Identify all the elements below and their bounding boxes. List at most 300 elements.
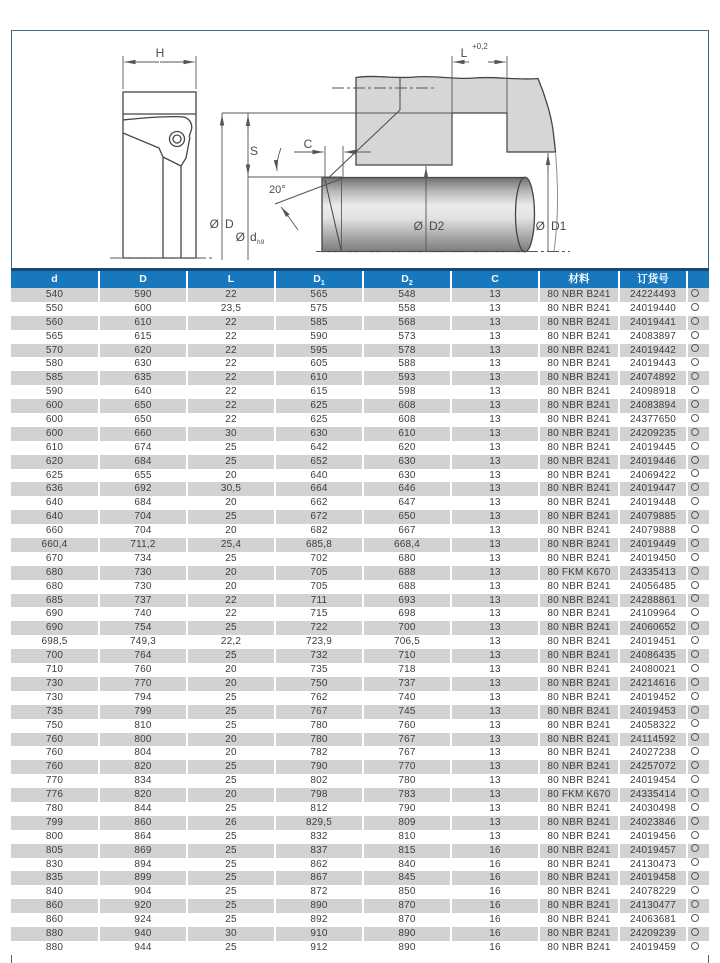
- table-cell: 760: [11, 760, 100, 774]
- table-row: [11, 538, 709, 552]
- table-cell: 13: [452, 399, 540, 413]
- table-cell: 595: [276, 344, 364, 358]
- circle-outline-icon[interactable]: [691, 664, 699, 672]
- table-cell: 20: [188, 677, 276, 691]
- table-cell: 22: [188, 288, 276, 302]
- circle-outline-icon[interactable]: [691, 594, 699, 602]
- table-cell: 80 NBR B241: [540, 441, 620, 455]
- table-cell: 24114592: [620, 733, 688, 747]
- circle-outline-icon[interactable]: [691, 567, 699, 575]
- circle-outline-icon[interactable]: [691, 650, 699, 658]
- table-cell: 24019448: [620, 496, 688, 510]
- table-cell: 22: [188, 371, 276, 385]
- circle-outline-icon[interactable]: [691, 831, 699, 839]
- table-cell: 80 NBR B241: [540, 357, 620, 371]
- table-cell: 80 NBR B241: [540, 580, 620, 594]
- table-cell: 26: [188, 816, 276, 830]
- table-cell: 800: [100, 733, 188, 747]
- table-cell: 550: [11, 302, 100, 316]
- table-cell: 820: [100, 788, 188, 802]
- table-cell: 24109964: [620, 607, 688, 621]
- table-cell: 745: [364, 705, 452, 719]
- table-cell: 24019450: [620, 552, 688, 566]
- table-cell: 593: [364, 371, 452, 385]
- table-cell: 690: [11, 621, 100, 635]
- circle-outline-icon[interactable]: [691, 483, 699, 491]
- dim-d-inner-sub: h9: [257, 239, 265, 246]
- circle-outline-icon[interactable]: [691, 678, 699, 686]
- table-cell: 625: [11, 469, 100, 483]
- circle-outline-icon[interactable]: [691, 331, 699, 339]
- column-header: C: [452, 271, 540, 288]
- table-row: [11, 344, 709, 358]
- table-cell: 24098918: [620, 385, 688, 399]
- circle-outline-icon[interactable]: [691, 789, 699, 797]
- row-select-cell: [688, 580, 709, 594]
- table-row: [11, 913, 709, 927]
- table-cell: 688: [364, 566, 452, 580]
- table-cell: 24130473: [620, 858, 688, 872]
- row-select-cell: [688, 510, 709, 524]
- table-row: [11, 746, 709, 760]
- table-cell: 680: [11, 566, 100, 580]
- circle-outline-icon[interactable]: [691, 581, 699, 589]
- table-cell: 647: [364, 496, 452, 510]
- column-header: $D_2$: [364, 271, 452, 288]
- table-cell: 924: [100, 913, 188, 927]
- table-cell: 723,9: [276, 635, 364, 649]
- table-cell: 80 NBR B241: [540, 427, 620, 441]
- table-cell: 705: [276, 580, 364, 594]
- table-cell: 764: [100, 649, 188, 663]
- circle-outline-icon[interactable]: [691, 803, 699, 811]
- table-cell: 670: [11, 552, 100, 566]
- table-cell: 693: [364, 594, 452, 608]
- table-cell: 25,4: [188, 538, 276, 552]
- table-cell: 585: [11, 371, 100, 385]
- table-cell: 16: [452, 927, 540, 941]
- circle-outline-icon[interactable]: [691, 442, 699, 450]
- table-cell: 24209239: [620, 927, 688, 941]
- table-cell: 80 NBR B241: [540, 496, 620, 510]
- circle-outline-icon[interactable]: [691, 289, 699, 297]
- table-cell: 767: [364, 746, 452, 760]
- row-select-cell: [688, 621, 709, 635]
- table-cell: 605: [276, 357, 364, 371]
- table-header-row: [11, 271, 709, 288]
- table-cell: 760: [11, 746, 100, 760]
- table-cell: 13: [452, 580, 540, 594]
- table-cell: 13: [452, 357, 540, 371]
- table-cell: 13: [452, 482, 540, 496]
- table-cell: 568: [364, 316, 452, 330]
- table-cell: 754: [100, 621, 188, 635]
- circle-outline-icon[interactable]: [691, 608, 699, 616]
- table-cell: 80 NBR B241: [540, 635, 620, 649]
- table-cell: 892: [276, 913, 364, 927]
- table-cell: 835: [11, 871, 100, 885]
- table-cell: 750: [11, 719, 100, 733]
- table-row: [11, 885, 709, 899]
- table-cell: 732: [276, 649, 364, 663]
- table-cell: 674: [100, 441, 188, 455]
- table-cell: 80 NBR B241: [540, 344, 620, 358]
- table-cell: 912: [276, 941, 364, 955]
- table-cell: 22,2: [188, 635, 276, 649]
- circle-outline-icon[interactable]: [691, 372, 699, 380]
- table-row: [11, 719, 709, 733]
- row-select-cell: [688, 607, 709, 621]
- table-cell: 762: [276, 691, 364, 705]
- table-cell: 24019454: [620, 774, 688, 788]
- circle-outline-icon[interactable]: [691, 539, 699, 547]
- table-cell: 820: [100, 760, 188, 774]
- table-body: [11, 288, 709, 955]
- table-cell: 794: [100, 691, 188, 705]
- table-cell: 13: [452, 566, 540, 580]
- table-cell: 702: [276, 552, 364, 566]
- table-row: [11, 580, 709, 594]
- table-row: [11, 594, 709, 608]
- circle-outline-icon[interactable]: [691, 900, 699, 908]
- row-select-cell: [688, 871, 709, 885]
- table-cell: 16: [452, 899, 540, 913]
- dia-symbol: Ø: [413, 219, 423, 233]
- table-cell: 710: [364, 649, 452, 663]
- table-cell: 829,5: [276, 816, 364, 830]
- table-cell: 24224493: [620, 288, 688, 302]
- table-cell: 80 NBR B241: [540, 469, 620, 483]
- table-cell: 770: [100, 677, 188, 691]
- dim-c-label: C: [303, 137, 313, 151]
- circle-outline-icon[interactable]: [691, 317, 699, 325]
- row-select-cell: [688, 302, 709, 316]
- table-cell: 625: [276, 413, 364, 427]
- technical-drawing: [11, 30, 709, 268]
- table-cell: 802: [276, 774, 364, 788]
- table-cell: 630: [364, 455, 452, 469]
- table-cell: 30: [188, 927, 276, 941]
- table-cell: 24130477: [620, 899, 688, 913]
- table-cell: 734: [100, 552, 188, 566]
- table-cell: 24063681: [620, 913, 688, 927]
- circle-outline-icon[interactable]: [691, 872, 699, 880]
- table-cell: 860: [11, 899, 100, 913]
- circle-outline-icon[interactable]: [691, 692, 699, 700]
- circle-outline-icon[interactable]: [691, 400, 699, 408]
- table-cell: 706,5: [364, 635, 452, 649]
- table-cell: 13: [452, 594, 540, 608]
- table-cell: 798: [276, 788, 364, 802]
- table-cell: 850: [364, 885, 452, 899]
- circle-outline-icon[interactable]: [691, 525, 699, 533]
- table-cell: 642: [276, 441, 364, 455]
- table-cell: 22: [188, 316, 276, 330]
- table-cell: 80 FKM K670: [540, 566, 620, 580]
- table-cell: 610: [11, 441, 100, 455]
- table-cell: 25: [188, 858, 276, 872]
- table-cell: 565: [276, 288, 364, 302]
- row-select-cell: [688, 538, 709, 552]
- table-cell: 600: [11, 427, 100, 441]
- table-cell: 24019445: [620, 441, 688, 455]
- table-cell: 80 NBR B241: [540, 858, 620, 872]
- table-cell: 548: [364, 288, 452, 302]
- table-cell: 25: [188, 621, 276, 635]
- row-select-cell: [688, 441, 709, 455]
- table-cell: 24019440: [620, 302, 688, 316]
- table-cell: 80 NBR B241: [540, 413, 620, 427]
- table-cell: 730: [100, 580, 188, 594]
- table-cell: 13: [452, 607, 540, 621]
- circle-outline-icon[interactable]: [691, 928, 699, 936]
- table-cell: 580: [11, 357, 100, 371]
- table-cell: 24074892: [620, 371, 688, 385]
- row-select-cell: [688, 552, 709, 566]
- table-row: [11, 830, 709, 844]
- table-cell: 640: [276, 469, 364, 483]
- table-cell: 620: [11, 455, 100, 469]
- table-cell: 13: [452, 677, 540, 691]
- table-cell: 585: [276, 316, 364, 330]
- table-cell: 600: [11, 399, 100, 413]
- table-cell: 80 NBR B241: [540, 455, 620, 469]
- row-select-cell: [688, 677, 709, 691]
- table-cell: 890: [364, 927, 452, 941]
- table-cell: 80 NBR B241: [540, 719, 620, 733]
- table-cell: 615: [100, 330, 188, 344]
- table-cell: 767: [276, 705, 364, 719]
- table-row: [11, 649, 709, 663]
- table-cell: 80 NBR B241: [540, 371, 620, 385]
- column-header: [688, 271, 709, 288]
- table-cell: 894: [100, 858, 188, 872]
- table-cell: 13: [452, 524, 540, 538]
- table-cell: 13: [452, 344, 540, 358]
- table-cell: 24019452: [620, 691, 688, 705]
- circle-outline-icon[interactable]: [691, 456, 699, 464]
- table-cell: 890: [276, 899, 364, 913]
- table-cell: 25: [188, 441, 276, 455]
- table-row: [11, 899, 709, 913]
- circle-outline-icon[interactable]: [691, 733, 699, 741]
- table-cell: 20: [188, 746, 276, 760]
- table-cell: 24214616: [620, 677, 688, 691]
- table-cell: 24019458: [620, 871, 688, 885]
- table-cell: 80 NBR B241: [540, 885, 620, 899]
- table-cell: 13: [452, 510, 540, 524]
- table-cell: 845: [364, 871, 452, 885]
- table-cell: 24019451: [620, 635, 688, 649]
- circle-outline-icon[interactable]: [691, 942, 699, 950]
- table-cell: 80 NBR B241: [540, 691, 620, 705]
- table-cell: 24069422: [620, 469, 688, 483]
- table-cell: 80 NBR B241: [540, 663, 620, 677]
- table-cell: 24079885: [620, 510, 688, 524]
- table-cell: 780: [276, 733, 364, 747]
- circle-outline-icon[interactable]: [691, 844, 699, 852]
- dimension-table: [11, 268, 709, 955]
- table-row: [11, 427, 709, 441]
- table-cell: 13: [452, 830, 540, 844]
- circle-outline-icon[interactable]: [691, 817, 699, 825]
- circle-outline-icon[interactable]: [691, 497, 699, 505]
- table-cell: 23,5: [188, 302, 276, 316]
- table-cell: 13: [452, 733, 540, 747]
- circle-outline-icon[interactable]: [691, 511, 699, 519]
- table-cell: 573: [364, 330, 452, 344]
- row-select-cell: [688, 941, 709, 955]
- table-row: [11, 441, 709, 455]
- row-select-cell: [688, 885, 709, 899]
- table-cell: 25: [188, 913, 276, 927]
- circle-outline-icon[interactable]: [691, 553, 699, 561]
- table-cell: 25: [188, 552, 276, 566]
- row-select-cell: [688, 371, 709, 385]
- table-cell: 80 NBR B241: [540, 621, 620, 635]
- table-cell: 22: [188, 330, 276, 344]
- circle-outline-icon[interactable]: [691, 858, 699, 866]
- table-cell: 636: [11, 482, 100, 496]
- table-cell: 80 NBR B241: [540, 941, 620, 955]
- table-row: [11, 371, 709, 385]
- circle-outline-icon[interactable]: [691, 636, 699, 644]
- table-cell: 24086435: [620, 649, 688, 663]
- table-cell: 610: [364, 427, 452, 441]
- table-cell: 13: [452, 371, 540, 385]
- table-row: [11, 524, 709, 538]
- table-cell: 625: [276, 399, 364, 413]
- table-row: [11, 399, 709, 413]
- column-header: d: [11, 271, 100, 288]
- row-select-cell: [688, 635, 709, 649]
- table-cell: 660: [11, 524, 100, 538]
- table-cell: 22: [188, 385, 276, 399]
- table-cell: 872: [276, 885, 364, 899]
- table-cell: 650: [364, 510, 452, 524]
- circle-outline-icon[interactable]: [691, 747, 699, 755]
- table-row: [11, 566, 709, 580]
- table-cell: 24080021: [620, 663, 688, 677]
- row-select-cell: [688, 927, 709, 941]
- table-cell: 740: [100, 607, 188, 621]
- table-cell: 664: [276, 482, 364, 496]
- table-cell: 80 NBR B241: [540, 552, 620, 566]
- table-row: [11, 788, 709, 802]
- table-cell: 20: [188, 788, 276, 802]
- table-cell: 22: [188, 594, 276, 608]
- table-cell: 24030498: [620, 802, 688, 816]
- row-select-cell: [688, 330, 709, 344]
- table-row: [11, 510, 709, 524]
- table-cell: 620: [364, 441, 452, 455]
- circle-outline-icon[interactable]: [691, 775, 699, 783]
- table-cell: 13: [452, 538, 540, 552]
- table-cell: 704: [100, 510, 188, 524]
- table-cell: 870: [364, 913, 452, 927]
- table-cell: 16: [452, 871, 540, 885]
- table-cell: 860: [100, 816, 188, 830]
- table-cell: 840: [364, 858, 452, 872]
- dim-d2-label: D2: [429, 219, 445, 233]
- circle-outline-icon[interactable]: [691, 719, 699, 727]
- row-select-cell: [688, 858, 709, 872]
- circle-outline-icon[interactable]: [691, 706, 699, 714]
- row-select-cell: [688, 844, 709, 858]
- circle-outline-icon[interactable]: [691, 622, 699, 630]
- row-select-cell: [688, 469, 709, 483]
- table-row: [11, 357, 709, 371]
- circle-outline-icon[interactable]: [691, 358, 699, 366]
- table-cell: 790: [276, 760, 364, 774]
- circle-outline-icon[interactable]: [691, 386, 699, 394]
- circle-outline-icon[interactable]: [691, 914, 699, 922]
- table-cell: 783: [364, 788, 452, 802]
- table-cell: 832: [276, 830, 364, 844]
- column-header: 材料: [540, 271, 620, 288]
- row-select-cell: [688, 913, 709, 927]
- row-select-cell: [688, 413, 709, 427]
- row-select-cell: [688, 482, 709, 496]
- table-cell: 22: [188, 607, 276, 621]
- circle-outline-icon[interactable]: [691, 761, 699, 769]
- table-row: [11, 802, 709, 816]
- table-cell: 630: [276, 427, 364, 441]
- circle-outline-icon[interactable]: [691, 886, 699, 894]
- row-select-cell: [688, 746, 709, 760]
- table-cell: 870: [364, 899, 452, 913]
- row-select-cell: [688, 566, 709, 580]
- table-row: [11, 871, 709, 885]
- table-cell: 24019456: [620, 830, 688, 844]
- table-cell: 608: [364, 413, 452, 427]
- row-select-cell: [688, 357, 709, 371]
- circle-outline-icon[interactable]: [691, 344, 699, 352]
- table-cell: 749,3: [100, 635, 188, 649]
- table-row: [11, 385, 709, 399]
- column-header: $D_1$: [276, 271, 364, 288]
- table-cell: 685: [11, 594, 100, 608]
- circle-outline-icon[interactable]: [691, 303, 699, 311]
- table-cell: 13: [452, 621, 540, 635]
- table-cell: 25: [188, 885, 276, 899]
- circle-outline-icon[interactable]: [691, 414, 699, 422]
- table-cell: 809: [364, 816, 452, 830]
- table-cell: 804: [100, 746, 188, 760]
- circle-outline-icon[interactable]: [691, 428, 699, 436]
- table-row: [11, 482, 709, 496]
- row-select-cell: [688, 288, 709, 302]
- table-row: [11, 635, 709, 649]
- table-cell: 24019446: [620, 455, 688, 469]
- dim-angle-label: 20°: [269, 184, 286, 196]
- table-cell: 650: [100, 413, 188, 427]
- table-cell: 662: [276, 496, 364, 510]
- table-cell: 590: [276, 330, 364, 344]
- table-cell: 24288861: [620, 594, 688, 608]
- circle-outline-icon[interactable]: [691, 469, 699, 477]
- table-cell: 575: [276, 302, 364, 316]
- row-select-cell: [688, 385, 709, 399]
- table-cell: 837: [276, 844, 364, 858]
- column-header: D: [100, 271, 188, 288]
- table-cell: 640: [100, 385, 188, 399]
- table-cell: 25: [188, 871, 276, 885]
- table-cell: 24060652: [620, 621, 688, 635]
- table-cell: 860: [11, 913, 100, 927]
- table-cell: 80 NBR B241: [540, 649, 620, 663]
- table-cell: 24023846: [620, 816, 688, 830]
